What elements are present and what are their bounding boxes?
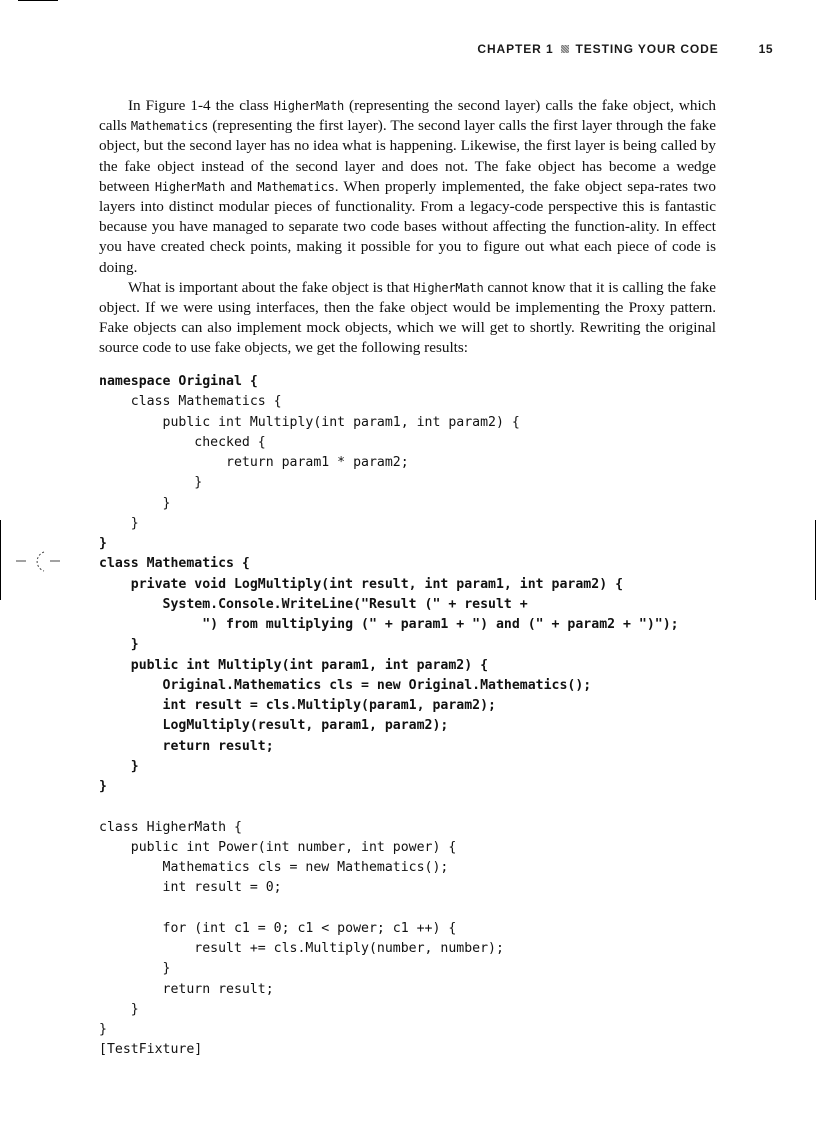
paragraph (99, 96, 716, 278)
code-line: Mathematics cls = new Mathematics(); (99, 860, 449, 875)
code-line: int result = 0; (99, 880, 282, 896)
code-line: } (99, 515, 139, 531)
code-line: } (99, 961, 171, 977)
inline-code: HigherMath (273, 99, 344, 113)
paragraph-text: What is important about the fake object is that (128, 278, 414, 296)
crop-mark-top (18, 0, 58, 1)
code-line: checked { (99, 434, 266, 450)
code-line: public int Multiply(int param1, int param2) { (99, 657, 489, 673)
code-line: System.Console.WriteLine("Result (" + result + (99, 596, 528, 612)
registration-mark-icon (14, 548, 62, 576)
code-line: return result; (99, 738, 274, 754)
code-line: } (99, 1001, 139, 1017)
code-line: [TestFixture] (99, 1042, 203, 1058)
paragraph (99, 278, 716, 359)
body-text (99, 96, 716, 359)
inline-code: HigherMath (154, 179, 226, 194)
paragraph-text: . When properly implemented, the fake object sepa-rates two layers into distinct modular pieces of functionality. From a legacy-code perspective this is fantastic because you have managed to separate two code bases without affecting the function-ality. In effect you have created check points, making it possible for you to figure out what each piece of code is doing. (99, 177, 716, 276)
inline-code: Mathematics (257, 179, 335, 194)
code-line: LogMultiply(result, param1, param2); (99, 718, 449, 734)
code-line: class Mathematics { (99, 556, 250, 572)
code-line: Original.Mathematics cls = new Original.Mathematics(); (99, 677, 592, 693)
code-line: } (99, 758, 139, 774)
separator-icon (561, 45, 569, 53)
code-line: for (int c1 = 0; c1 < power; c1 ++) { (99, 920, 457, 936)
code-line: class Mathematics { (99, 394, 282, 410)
code-line (99, 797, 679, 817)
code-line: } (99, 536, 107, 551)
paragraph-text: (representing the second layer) calls the fake object, which calls (99, 97, 716, 135)
inline-code: Mathematics (130, 119, 209, 134)
code-line: int result = cls.Multiply(param1, param2); (99, 698, 496, 713)
chapter-label: CHAPTER 1 (477, 42, 554, 56)
inline-code: HigherMath (413, 280, 484, 295)
code-line: } (99, 1022, 107, 1037)
code-listing (99, 372, 679, 1061)
paragraph-text: cannot know that it is calling the fake object. If we were using interfaces, then the fake object would be implementing the Proxy pattern. Fake objects can also implement mock objects, which we will get to shortly. Rewriting the original source code to use fake objects, we get the following results: (99, 278, 716, 357)
code-line: public int Multiply(int param1, int param2) { (99, 414, 520, 430)
code-line: result += cls.Multiply(number, number); (99, 941, 504, 956)
running-header (477, 42, 773, 56)
code-line: } (99, 475, 203, 491)
page-number: 15 (758, 42, 773, 56)
paragraph-text: and (225, 177, 258, 195)
code-line: } (99, 779, 107, 794)
code-line: } (99, 495, 171, 511)
code-line: class HigherMath { (99, 819, 242, 835)
code-line: private void LogMultiply(int result, int param1, int param2) { (99, 576, 624, 592)
crop-mark-left (0, 520, 1, 600)
chapter-title: TESTING YOUR CODE (575, 42, 719, 56)
code-line (99, 899, 679, 919)
code-line: } (99, 637, 139, 653)
paragraph-text: (representing the first layer). The second layer calls the first layer through the fake object, but the second layer has no idea what is happening. Likewise, the first layer is being called by the fake object instead of the second layer and does not. The fake object has become a wedge between (99, 117, 716, 195)
code-line: ") from multiplying (" + param1 + ") and (" + param2 + ")"); (99, 617, 679, 632)
code-line: return result; (99, 981, 274, 997)
code-line: namespace Original { (99, 374, 258, 389)
code-line: return param1 * param2; (99, 455, 409, 470)
code-line: public int Power(int number, int power) { (99, 839, 457, 855)
paragraph-text: In Figure 1-4 the class (128, 97, 274, 114)
